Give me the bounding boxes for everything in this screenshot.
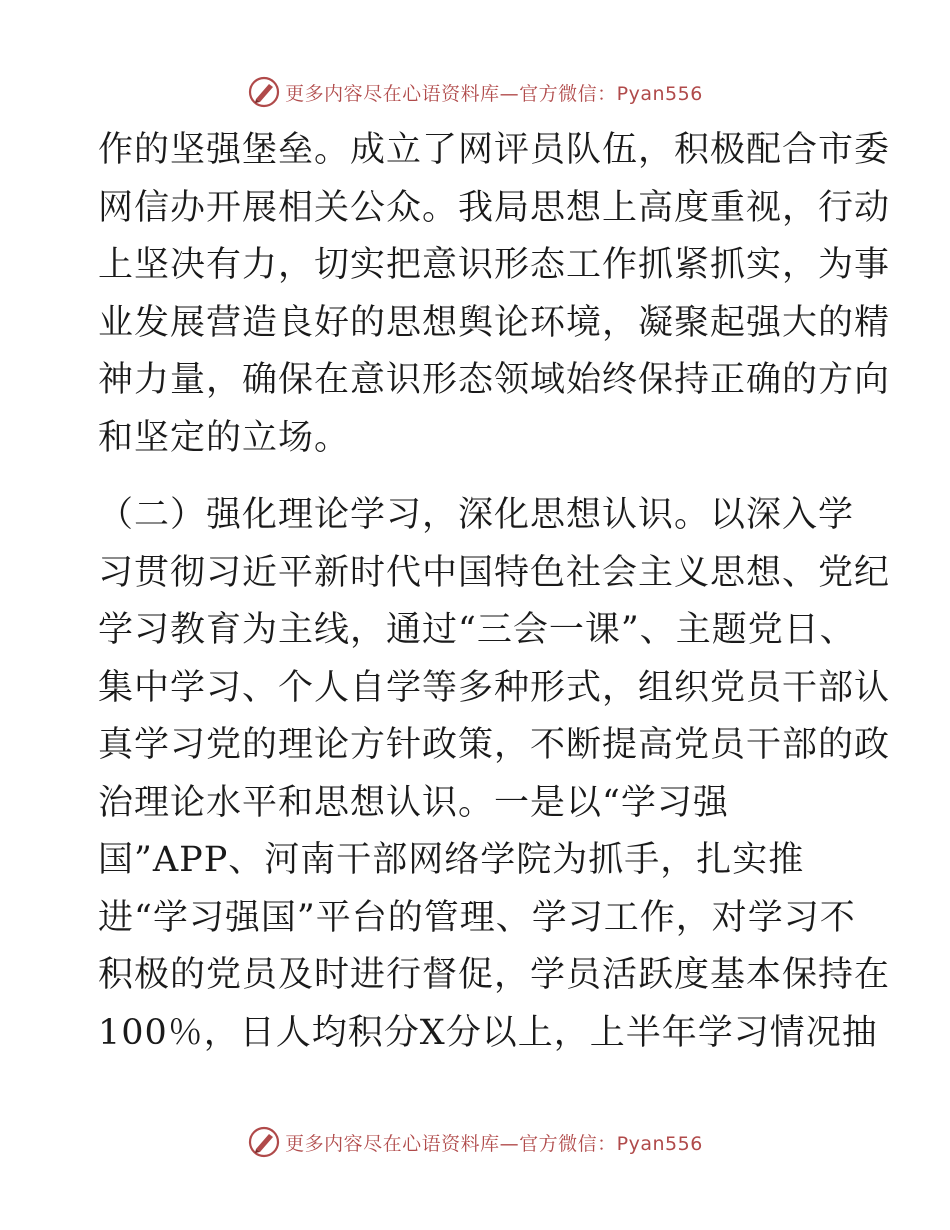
text-line: 集中学习、个人自学等多种形式，组织党员干部认 — [98, 667, 891, 708]
pen-logo-icon — [247, 1125, 281, 1159]
watermark-footer — [0, 1122, 950, 1162]
text-line: 神力量，确保在意识形态领域始终保持正确的方向 — [98, 360, 891, 400]
pen-logo-icon — [247, 75, 281, 109]
text-line: 国”APP、河南干部网络学院为抓手，扎实推 — [98, 840, 805, 880]
text-line: 业发展营造良好的思想舆论环境，凝聚起强大的精 — [98, 302, 891, 343]
text-line: （二）强化理论学习，深化思想认识。以深入学 — [98, 495, 855, 535]
text-line: 积极的党员及时进行督促，学员活跃度基本保持在 — [98, 955, 891, 995]
text-line: 进“学习强国”平台的管理、学习工作，对学习不 — [98, 897, 856, 938]
paragraph-1 — [98, 122, 891, 467]
text-line: 上坚决有力，切实把意识形态工作抓紧抓实，为事 — [98, 245, 891, 285]
text-line: 真学习党的理论方针政策，不断提高党员干部的政 — [98, 725, 891, 765]
watermark-text: 更多内容尽在心语资料库—官方微信：Pyan556 — [285, 82, 703, 105]
text-line: 习贯彻习近平新时代中国特色社会主义思想、党纪 — [98, 552, 891, 593]
text-line: 和坚定的立场。 — [98, 417, 351, 458]
text-line: 学习教育为主线，通过“三会一课”、主题党日、 — [98, 610, 856, 650]
document-body — [98, 122, 891, 1062]
watermark-text: 更多内容尽在心语资料库—官方微信：Pyan556 — [285, 1132, 703, 1155]
paragraph-gap — [98, 467, 858, 487]
text-line: 100％，日人均积分X分以上，上半年学习情况抽 — [98, 1012, 878, 1053]
text-line: 网信办开展相关公众。我局思想上高度重视，行动 — [98, 187, 891, 228]
paragraph-2 — [98, 487, 891, 1062]
text-line: 治理论水平和思想认识。一是以“学习强 — [98, 782, 729, 823]
watermark-header — [0, 72, 950, 112]
text-line: 作的坚强堡垒。成立了网评员队伍，积极配合市委 — [98, 130, 891, 170]
